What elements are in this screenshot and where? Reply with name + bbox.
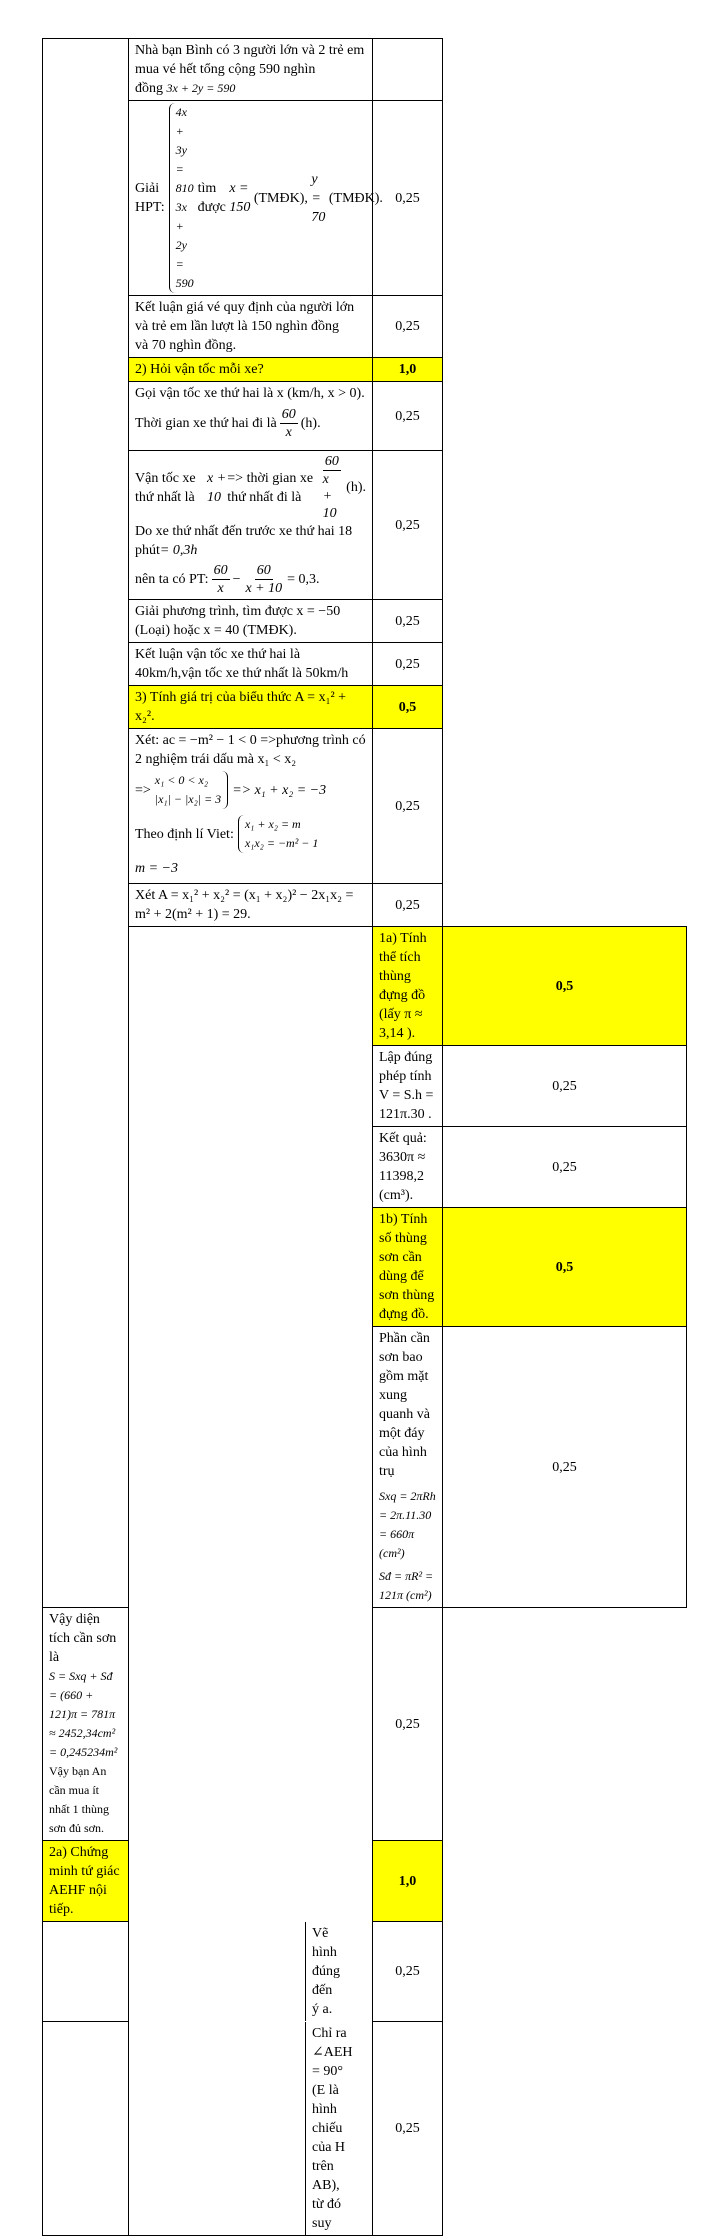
denominator: x + 10 [245, 581, 283, 596]
score-cell: 0,5 [373, 686, 443, 729]
row-r6 [129, 451, 373, 600]
text-line: Vậy bạn An cần mua ít nhất 1 thùng sơn đủ sơn. [49, 1764, 109, 1835]
section-heading: 1a) Tính thể tích thùng đựng đồ (lấy π ≈ 3,14 ). [373, 927, 443, 1046]
score-cell: 0,25 [373, 1608, 443, 1841]
row-r16 [373, 1327, 443, 1608]
fraction [280, 406, 298, 441]
table-row [43, 927, 687, 1046]
score-cell: 1,0 [373, 358, 443, 382]
row-r5 [129, 382, 373, 451]
row-r20 [43, 2022, 353, 2236]
viet-system [238, 815, 319, 853]
text-label: = 0,3. [287, 572, 320, 587]
condition: |x₁| − |x₂| = 3 [154, 792, 222, 806]
score-cell: 0,25 [373, 451, 443, 600]
text-line: Lập đúng phép tính V = S.h = 121π.30 . [373, 1046, 443, 1127]
text-label: tìm được [197, 181, 226, 215]
condition-system [155, 771, 228, 809]
numerator: 60 [213, 563, 228, 578]
condition: x₁ < 0 < x₂ [154, 773, 208, 787]
row-r1 [129, 39, 373, 101]
equation-system [169, 103, 194, 293]
empty-section-cell [43, 39, 129, 1608]
equation: 4x + 3y = 810 [175, 105, 194, 195]
row-r10 [129, 729, 373, 884]
numerator: 60 [324, 454, 339, 469]
text-line: Kết quả: 3630π ≈ 11398,2 (cm³). [373, 1127, 443, 1208]
row-r17 [43, 1608, 129, 1841]
text-line: Gọi vận tốc xe thứ hai là x (km/h, x > 0). [135, 386, 365, 401]
score-cell: 0,25 [373, 1922, 443, 2022]
table-row [43, 39, 687, 101]
text-label: (TMĐK). [328, 190, 383, 206]
text-line: Xét A = x₁² + x₂² = (x₁ + x₂)² − 2x₁x₂ = m² + 2(m² + 1) = 29. [129, 884, 373, 927]
score-cell: 0,25 [373, 2022, 443, 2236]
text-label: (TMĐK), [253, 190, 308, 206]
score-cell: 0,25 [443, 1127, 687, 1208]
text-label: nên ta có PT: [135, 572, 209, 587]
text-line: Nhà bạn Bình có 3 người lớn và 2 trẻ em mua vé hết tổng cộng 590 nghìn [135, 43, 365, 77]
text-line: Kết luận vận tốc xe thứ hai là 40km/h,vận tốc xe thứ nhất là 50km/h [129, 643, 373, 686]
score-cell: 0,25 [443, 1327, 687, 1608]
table-row [43, 884, 687, 927]
math-expression: x + 10 [207, 470, 227, 505]
text-line: đồng [135, 81, 167, 96]
section-heading: 2) Hỏi vận tốc mỗi xe? [129, 358, 373, 382]
equation: 3x + 2y = 590 [175, 200, 194, 290]
score-cell: 0,25 [373, 729, 443, 884]
table-row [43, 451, 687, 600]
text-label: (h). [300, 416, 321, 431]
math-expression: = 0,3h [159, 543, 198, 558]
denominator: x [217, 581, 224, 596]
math-expression: Sđ = πR² = 121π (cm²) [379, 1569, 434, 1602]
text-label: Thời gian xe thứ hai đi là [135, 416, 277, 431]
denominator: x + 10 [322, 472, 337, 521]
table-row [43, 729, 687, 884]
math-expression: m = −3 [135, 861, 179, 876]
text-line: Vậy diện tích cần sơn là [49, 1612, 117, 1665]
score-cell: 1,0 [373, 1841, 443, 1922]
table-row [43, 686, 687, 729]
table-row [43, 101, 687, 296]
text-line: Chỉ ra ∠AEH = 90° (E là hình [312, 2026, 353, 2117]
table-row [43, 382, 687, 451]
text-label: Vận tốc xe thứ nhất là [135, 470, 196, 505]
text-label: Do xe thứ nhất đến trước xe thứ hai 18 phút [135, 524, 353, 558]
table-row [43, 600, 687, 643]
empty-cell [43, 2022, 306, 2235]
text-line: Xét: ac = −m² − 1 < 0 =>phương trình có 2 nghiệm trái dấu mà x₁ < x₂ [135, 733, 366, 767]
score-cell [373, 39, 443, 101]
grading-table [42, 38, 687, 2236]
score-cell: 0,25 [373, 382, 443, 451]
operator: => [135, 782, 151, 798]
math-expression: S = Sxq + Sđ = (660 + 121)π = 781π ≈ 2452,34cm² = 0,245234m² [49, 1669, 118, 1759]
section-heading: 3) Tính giá trị của biểu thức A = x₁² + x₂². [129, 686, 373, 729]
fraction [321, 453, 344, 522]
math-expression: => x₁ + x₂ = −3 [232, 782, 327, 798]
empty-cell [43, 1922, 306, 2021]
fraction [212, 562, 230, 597]
score-cell: 0,25 [373, 643, 443, 686]
operator: − [232, 572, 241, 587]
score-cell: 0,25 [443, 1046, 687, 1127]
text-label: (h). [346, 480, 366, 495]
text-line: Kết luận giá vé quy định của người lớn và trẻ em lần lượt là 150 nghìn đồng [135, 300, 355, 334]
math-expression: x = 150 [229, 181, 251, 215]
row-r19 [43, 1922, 340, 2022]
score-cell: 0,5 [443, 927, 687, 1046]
equation: x₁x₂ = −m² − 1 [244, 836, 319, 850]
numerator: 60 [256, 563, 271, 578]
table-row [43, 358, 687, 382]
math-expression: Sxq = 2πRh = 2π.11.30 = 660π (cm²) [379, 1489, 436, 1560]
score-cell: 0,5 [443, 1208, 687, 1327]
score-cell: 0,25 [373, 296, 443, 358]
section-heading: 2a) Chứng minh tứ giác AEHF nội tiếp. [43, 1841, 129, 1922]
row-r2 [129, 101, 383, 296]
section-heading: 1b) Tính số thùng sơn cần dùng để sơn thùng đựng đồ. [373, 1208, 443, 1327]
row-r3 [129, 296, 373, 358]
numerator: 60 [281, 407, 296, 422]
text-line: Phần cần sơn bao gồm mặt xung quanh và một đáy của hình trụ [379, 1331, 430, 1479]
equation: x₁ + x₂ = m [244, 817, 301, 831]
text-label: Giải HPT: [135, 181, 165, 215]
score-cell: 0,25 [373, 101, 443, 296]
score-cell: 0,25 [373, 600, 443, 643]
math-expression: y = 70 [311, 171, 326, 225]
text-line: chiếu của H trên AB), từ đó suy [312, 2121, 346, 2231]
denominator: x [285, 425, 292, 440]
text-line: Vẽ hình đúng đến ý a. [312, 1926, 340, 2017]
math-expression: 3x + 2y = 590 [166, 81, 236, 95]
text-label: => thời gian xe thứ nhất đi là [227, 470, 314, 505]
text-line: và 70 nghìn đồng. [135, 338, 237, 353]
score-cell: 0,25 [373, 884, 443, 927]
fraction [243, 562, 284, 597]
table-row [43, 296, 687, 358]
table-row [43, 643, 687, 686]
text-label: Theo định lí Viet: [135, 826, 234, 842]
text-line: Giải phương trình, tìm được x = −50 (Loại) hoặc x = 40 (TMĐK). [129, 600, 373, 643]
